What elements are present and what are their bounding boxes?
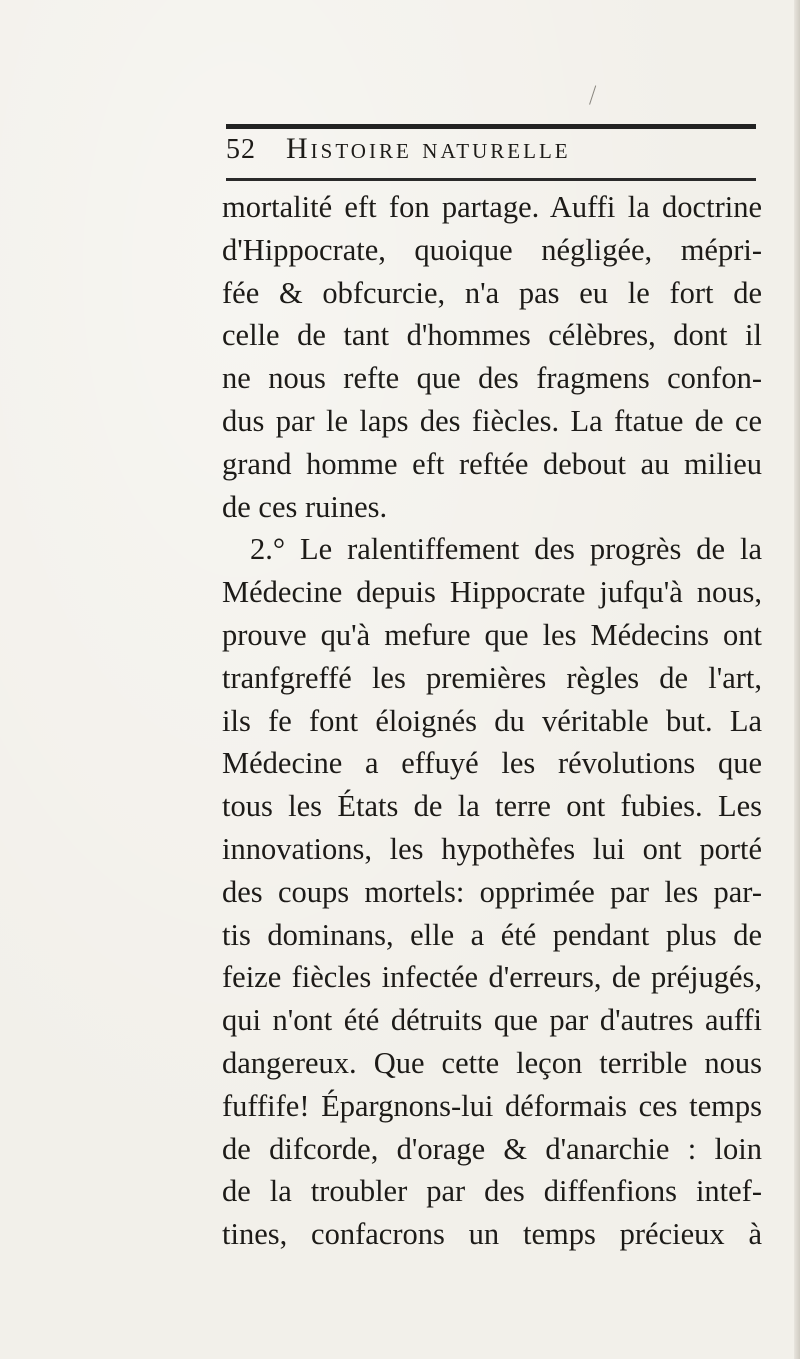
text-line: tis dominans, elle a été pendant plus de xyxy=(222,917,762,952)
text-line: grand homme eft reftée debout au milieu xyxy=(222,446,762,481)
text-line: Médecine a effuyé les révolutions que xyxy=(222,746,762,781)
text-line: des coups mortels: opprimée par les par- xyxy=(222,874,762,909)
text-line: innovations, les hypothèfes lui ont porté xyxy=(222,831,762,866)
text-line: fée & obfcurcie, n'a pas eu le fort de xyxy=(222,275,762,310)
text-line: de la troubler par des diffenfions intef- xyxy=(222,1174,762,1209)
text-line: prouve qu'à mefure que les Médecins ont xyxy=(222,617,762,652)
page-header xyxy=(226,130,756,170)
page-number: 52 xyxy=(226,134,256,165)
text-line: tines, confacrons un temps précieux à xyxy=(222,1217,762,1252)
body-text xyxy=(222,186,762,1256)
text-line: tranfgreffé les premières règles de l'art, xyxy=(222,660,762,695)
text-line: ne nous refte que des fragmens confon- xyxy=(222,361,762,396)
text-line: qui n'ont été détruits que par d'autres auffi xyxy=(222,1003,762,1038)
text-line: de difcorde, d'orage & d'anarchie : loin xyxy=(222,1131,762,1166)
text-line: mortalité eft fon partage. Auffi la doctrine xyxy=(222,190,762,224)
pencil-mark xyxy=(589,85,602,106)
text-line: dus par le laps des fiècles. La ftatue de ce xyxy=(222,403,762,438)
text-line: ils fe font éloignés du véritable but. La xyxy=(222,703,762,738)
text-line: tous les États de la terre ont fubies. Les xyxy=(222,789,762,824)
top-rule xyxy=(226,124,756,129)
text-line: Médecine depuis Hippocrate jufqu'à nous, xyxy=(222,575,762,610)
text-line: dangereux. Que cette leçon terrible nous xyxy=(222,1045,762,1080)
text-line: fuffife! Épargnons-lui déformais ces temps xyxy=(222,1088,762,1123)
text-line: 2.° Le ralentiffement des progrès de la xyxy=(250,532,762,567)
text-line: de ces ruines. xyxy=(222,489,388,524)
text-line: celle de tant d'hommes célèbres, dont il xyxy=(222,318,762,353)
header-rule xyxy=(226,178,756,181)
text-line: d'Hippocrate, quoique négligée, mépri- xyxy=(222,232,762,267)
page-edge xyxy=(794,0,800,1359)
text-line: feize fiècles infectée d'erreurs, de préjugés, xyxy=(222,960,762,995)
running-title: Histoire naturelle xyxy=(286,132,571,165)
